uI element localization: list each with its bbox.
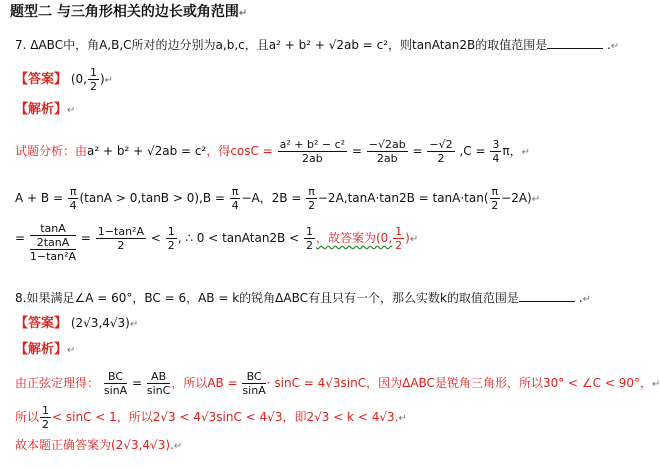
section-heading: 题型二 与三角形相关的边长或角范围↵	[10, 4, 248, 20]
q8-answer-line: 【答案】 (2√3,4√3)↵	[15, 316, 139, 331]
q8-analysis-line1: 由正弦定理得： $\frac{BC}{\sin A}$ = $\frac{AB}{\sin C}$ ，所以AB = $\frac{BC}{\sin A}$ · sinC = 4√3sinC，因为ΔABC是锐角三角形，所以30° < ∠C < 90°，↵	[15, 370, 660, 397]
q7-analysis-line3: = tanA 2tanA 1−tan²A = $\frac{\text{1−tan²A}}{2}$ < $\frac{1}{2}$ , ∴ 0 < tanAtan2B < $\frac{1}{2}$ ，故答案为(0, $\frac{1}{2}$ )↵	[15, 222, 419, 263]
q7-stem: 7. ΔABC中，角A,B,C所对的边分别为a,b,c，且a² + b² + √2ab = c²，则tanAtan2B的取值范围是 .↵	[15, 38, 620, 52]
answer-blank	[519, 291, 575, 302]
q7-answer-line: 【答案】 (0, $\frac{1}{2}$ )↵	[15, 66, 114, 93]
answer-blank	[547, 38, 603, 49]
q7-analysis-line1: 试题分析：由a² + b² + √2ab = c²，得cosC = $\frac{\text{a² + b² − c²}}{2ab}$ = $\frac{-√2ab}{2ab}$ = $\frac{-√2}{2}$ ,C = $\frac{3}{4}$ π，↵	[15, 138, 530, 165]
q7-answer: (0, $\frac{1}{2}$ )	[70, 66, 105, 93]
q8-analysis-line2: 所以 $\frac{1}{2}$ < sinC < 1，所以2√3 < 4√3sinC < 4√3，即2√3 < k < 4√3.↵	[15, 404, 407, 431]
q7-analysis-tag: 【解析】↵	[15, 102, 76, 117]
q8-analysis-line3: 故本题正确答案为(2√3,4√3).↵	[15, 438, 183, 452]
q8-stem: 8.如果满足∠A = 60°，BC = 6，AB = k的锐角ΔABC有且只有一个，那么实数k的取值范围是 .↵	[15, 291, 591, 305]
q8-analysis-tag: 【解析】↵	[15, 342, 76, 357]
q7-analysis-line2: A + B = $\frac{\pi}{4}$ (tanA > 0,tanB > 0),B = $\frac{\pi}{4}$ −A，2B = $\frac{\pi}{2}$ −2A,tanA·tan2B = tanA·tan( $\frac{\pi}{2}$ −2A)↵	[15, 185, 541, 212]
